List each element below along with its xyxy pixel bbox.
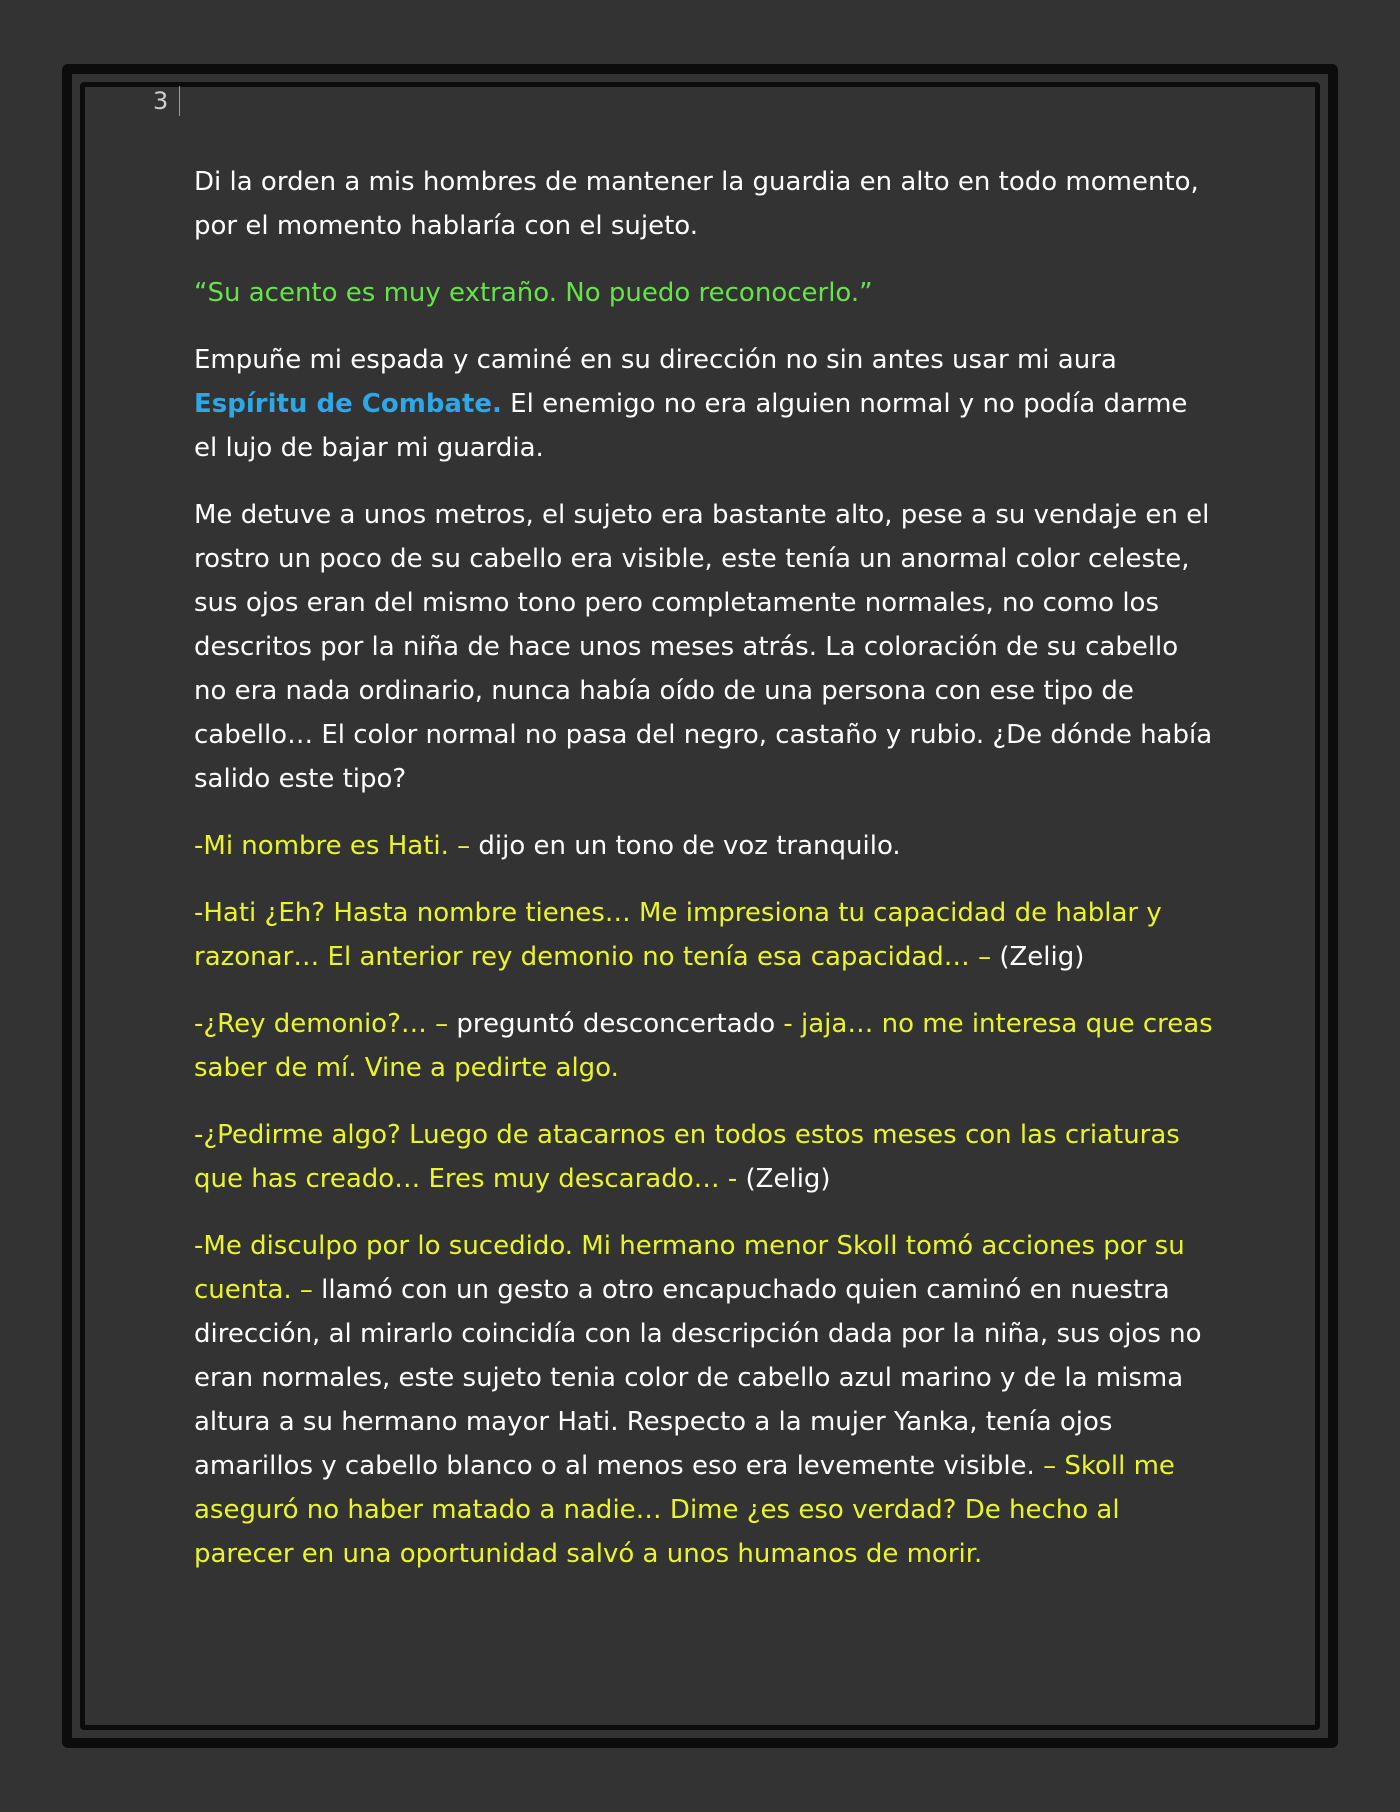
dialogue-text: - jaja… no me interesa que creas saber de mí. Vine a pedirte algo.	[194, 1009, 1213, 1083]
paragraph	[194, 824, 1214, 868]
narration-text: (Zelig)	[745, 1164, 831, 1194]
paragraph	[194, 271, 1214, 315]
narration-text: Me detuve a unos metros, el sujeto era bastante alto, pese a su vendaje en el rostro un poco de su cabello era visible, este tenía un anormal color celeste, sus ojos eran del mismo tono pero completamente normales, no como los descritos por la niña de hace unos meses atrás. La coloración de su cabello no era nada ordinario, nunca había oído de una persona con ese tipo de cabello… El color normal no pasa del negro, castaño y rubio. ¿De dónde había salido este tipo?	[194, 500, 1213, 794]
narration-text: El enemigo no era alguien normal y no podía darme el lujo de bajar mi guardia.	[194, 389, 1188, 463]
narration-text: (Zelig)	[999, 942, 1085, 972]
thought-text: “Su acento es muy extraño. No puedo reconocerlo.”	[194, 278, 873, 308]
skill-name: Espíritu de Combate.	[194, 389, 502, 419]
paragraph	[194, 1224, 1214, 1576]
dialogue-text: -¿Rey demonio?… –	[194, 1009, 457, 1039]
narration-text: preguntó desconcertado	[456, 1009, 784, 1039]
dialogue-text: -¿Pedirme algo? Luego de atacarnos en todos estos meses con las criaturas que has creado… Eres muy descarado… -	[194, 1120, 1180, 1194]
dialogue-text: -Me disculpo por lo sucedido. Mi hermano menor Skoll tomó acciones por su cuenta. –	[194, 1231, 1185, 1305]
narration-text: Empuñe mi espada y caminé en su dirección no sin antes usar mi aura	[194, 345, 1117, 375]
narration-text: dijo en un tono de voz tranquilo.	[478, 831, 901, 861]
paragraph	[194, 493, 1214, 801]
paragraph	[194, 891, 1214, 979]
paragraph	[194, 1002, 1214, 1090]
paragraph	[194, 1113, 1214, 1201]
page-number: 3	[153, 86, 180, 116]
dialogue-text: -Hati ¿Eh? Hasta nombre tienes… Me impresiona tu capacidad de hablar y razonar… El anterior rey demonio no tenía esa capacidad… –	[194, 898, 1162, 972]
dialogue-text: -Mi nombre es Hati. –	[194, 831, 479, 861]
paragraph	[194, 338, 1214, 470]
dialogue-text: – Skoll me aseguró no haber matado a nadie… Dime ¿es eso verdad? De hecho al parecer en una oportunidad salvó a unos humanos de morir.	[194, 1451, 1175, 1569]
story-text	[194, 160, 1214, 1599]
narration-text: llamó con un gesto a otro encapuchado quien caminó en nuestra dirección, al mirarlo coincidía con la descripción dada por la niña, sus ojos no eran normales, este sujeto tenia color de cabello azul marino y de la misma altura a su hermano mayor Hati. Respecto a la mujer Yanka, tenía ojos amarillos y cabello blanco o al menos eso era levemente visible.	[194, 1275, 1202, 1481]
narration-text: Di la orden a mis hombres de mantener la guardia en alto en todo momento, por el momento hablaría con el sujeto.	[194, 167, 1199, 241]
paragraph	[194, 160, 1214, 248]
